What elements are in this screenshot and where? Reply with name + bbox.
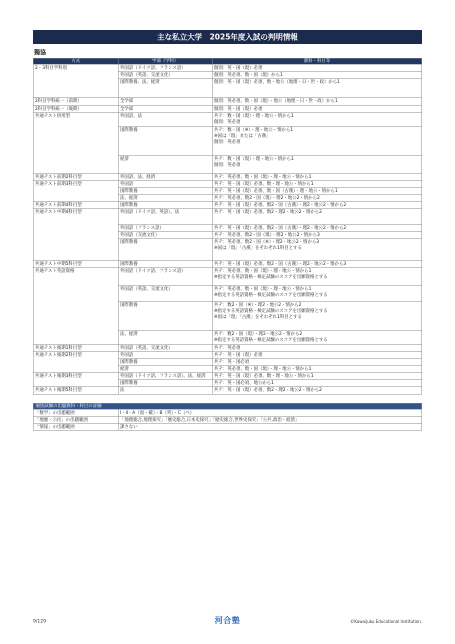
faculty-cell: 外国語（ドイツ語、フランス語） bbox=[119, 268, 213, 286]
subject-line: 共テ：英必須、数・国（現）・理・地公・情から1 bbox=[214, 286, 312, 292]
faculty-cell: 国際教養 bbox=[119, 127, 213, 156]
detail-value-cell: 課さない bbox=[119, 424, 423, 431]
faculty-cell: 外国語（ドイツ語、フランス語）、法、経済 bbox=[119, 373, 213, 380]
subject-line: ※指定する英語資格・検定試験のスコアを出願資格とする bbox=[214, 308, 328, 314]
detail-label-cell: 「情報」の出題範囲 bbox=[34, 424, 119, 431]
faculty-cell: 国際教養、法、経済 bbox=[119, 79, 213, 98]
detail-label-cell: 「地歴・公民」の出題範囲 bbox=[34, 417, 119, 424]
subject-line: 共テ：英必須、数2・国（現）・理2・地公2・情から3 bbox=[214, 232, 320, 238]
subjects-cell bbox=[213, 174, 423, 181]
subjects-cell bbox=[213, 345, 423, 352]
subjects-cell bbox=[213, 261, 423, 268]
subject-line: 個別：英・国（現）必須 bbox=[214, 106, 263, 112]
subjects-cell bbox=[213, 331, 423, 345]
faculty-cell: 経済 bbox=[119, 156, 213, 174]
faculty-cell: 外国語 bbox=[119, 352, 213, 359]
subjects-cell bbox=[213, 232, 423, 239]
university-name: 獨協 bbox=[34, 49, 47, 56]
faculty-cell: 外国語、法 bbox=[119, 113, 213, 127]
subject-line: ※国は「現」「古漢」をそれぞれ1科目とする bbox=[214, 245, 302, 251]
subjects-cell bbox=[213, 195, 423, 202]
subjects-cell bbox=[213, 72, 423, 79]
faculty-cell: 外国語（英語、交流文化） bbox=[119, 286, 213, 302]
method-cell: 共通テスト中期5科目型 bbox=[34, 261, 119, 268]
faculty-cell: 外国語、法、経済 bbox=[119, 174, 213, 181]
subject-line: 共テ：英必須、数・国（現）・理・地公・情から1 bbox=[214, 174, 312, 180]
faculty-cell: 法、経済 bbox=[119, 331, 213, 345]
faculty-cell: 外国語（ドイツ語、英語）、法 bbox=[119, 209, 213, 225]
subjects-cell bbox=[213, 366, 423, 373]
copyright-notice: ©Kawaijuku Educational Institution. bbox=[350, 619, 422, 624]
subject-line: 共テ：数・国（現）・理・地公・情から1 bbox=[214, 113, 294, 119]
subject-line: ※国は「現」または「古漢」 bbox=[214, 133, 271, 139]
subject-line: 共テ：英・国（現）必須、数2・国（古漢）・理2・地公2・情から2 bbox=[214, 225, 347, 231]
subjects-cell bbox=[213, 181, 423, 188]
method-cell: 共通テスト後期1科目型 bbox=[34, 345, 119, 352]
method-cell: 共通テスト併用型 bbox=[34, 113, 119, 174]
kawaijuku-logo: 河合塾 bbox=[214, 615, 241, 625]
detail-value-cell: Ⅰ・Ⅱ・A（図・確）・B（列）・C（ベ） bbox=[119, 410, 423, 417]
column-header-subjects: 教科・科目等 bbox=[213, 59, 423, 65]
column-header-method: 方式 bbox=[34, 59, 119, 65]
subject-line: 共テ：英必須、数2・国（現）・理2・地公2・情から2 bbox=[214, 195, 320, 201]
faculty-cell: 国際教養 bbox=[119, 359, 213, 366]
subjects-cell bbox=[213, 65, 423, 72]
method-cell: 共通テスト前期4科目型 bbox=[34, 202, 119, 209]
method-cell: 2科目学科統一（前期） bbox=[34, 98, 119, 106]
subject-line: 共テ：英必須、数・国（現）・理・地公・情から1 bbox=[214, 268, 312, 274]
detail-value-cell: 「地理総合,地理探究」「歴史総合,日本史探究」「歴史総合,世界史探究」「公共,政治・経済」 bbox=[119, 417, 423, 424]
faculty-cell: 外国語（英語、交流文化） bbox=[119, 345, 213, 352]
subjects-cell bbox=[213, 202, 423, 209]
subjects-cell bbox=[213, 352, 423, 359]
subject-line: 共テ：数・国（現）・理・地公・情から1 bbox=[214, 156, 294, 162]
faculty-cell: 法 bbox=[119, 387, 213, 395]
method-cell: 2科目学科統一（後期） bbox=[34, 106, 119, 113]
subject-line: 個別：英必須、数・国（現）・地公（地理・日・世・政）から1 bbox=[214, 98, 338, 104]
subject-line: 共テ：数・国（※）・理・地公・情から1 bbox=[214, 127, 294, 133]
subjects-cell bbox=[213, 225, 423, 232]
subject-line: ※国は「現」「古漢」をそれぞれ1科目とする bbox=[214, 314, 302, 320]
method-cell: 共通テスト後期5科目型 bbox=[34, 387, 119, 395]
subjects-cell bbox=[213, 156, 423, 174]
subjects-cell bbox=[213, 239, 423, 261]
faculty-cell: 外国語（ドイツ語、フランス語） bbox=[119, 65, 213, 72]
subject-line: 共テ：英・国（現）必須 bbox=[214, 352, 263, 358]
method-cell: 共通テスト後期3科目型 bbox=[34, 373, 119, 387]
page-number: 9/129 bbox=[33, 619, 46, 624]
subjects-cell bbox=[213, 127, 423, 156]
faculty-cell: 国際教養 bbox=[119, 302, 213, 331]
subject-line: ※指定する英語資格・検定試験のスコアを出願資格とする bbox=[214, 337, 328, 343]
subject-line: 共テ：英・国（現）必須、数・理・地公・情から1 bbox=[214, 181, 314, 187]
faculty-cell: 国際教養 bbox=[119, 239, 213, 261]
subjects-cell bbox=[213, 380, 423, 387]
subjects-cell bbox=[213, 359, 423, 366]
subject-line: 共テ：英・国（現）必須、数2・理2・地公2・情から2 bbox=[214, 387, 322, 393]
subject-line: 共テ：英・国必須 bbox=[214, 359, 250, 365]
subjects-cell bbox=[213, 113, 423, 127]
faculty-cell: 国際教養 bbox=[119, 202, 213, 209]
subjects-cell bbox=[213, 286, 423, 302]
subject-detail-table bbox=[33, 403, 422, 431]
subjects-cell bbox=[213, 373, 423, 380]
faculty-cell: 法、経済 bbox=[119, 195, 213, 202]
subject-line: 共テ：英・国（現）必須、数・国（古漢）・理・地公・情から1 bbox=[214, 188, 338, 194]
faculty-cell: 外国語 bbox=[119, 181, 213, 188]
subject-line: 共テ：英・国（現）必須、数・理・地公・情から1 bbox=[214, 373, 314, 379]
subject-line: 共テ：英・国必須、地公から1 bbox=[214, 380, 274, 386]
method-cell: 共通テスト前期2科目型 bbox=[34, 174, 119, 181]
faculty-cell: 国際教養 bbox=[119, 380, 213, 387]
faculty-cell: 全学部 bbox=[119, 98, 213, 106]
subject-line: 共テ：数2・国（※）・理2・地公2・情から2 bbox=[214, 302, 302, 308]
subject-line: 個別：英必須 bbox=[214, 139, 241, 145]
subject-line: 共テ：英必須、数・国（現）・理・地公・情から1 bbox=[214, 366, 312, 372]
faculty-cell: 外国語（フランス語） bbox=[119, 225, 213, 232]
faculty-cell: 経済 bbox=[119, 366, 213, 373]
column-header-faculty: 学部（学科） bbox=[119, 59, 213, 65]
subject-line: 共テ：英・国（現）必須、数2・国（古漢）・理2・地公2・情から3 bbox=[214, 261, 347, 267]
subjects-cell bbox=[213, 209, 423, 225]
subjects-cell bbox=[213, 302, 423, 331]
faculty-cell: 国際教養 bbox=[119, 188, 213, 195]
subjects-cell bbox=[213, 268, 423, 286]
exam-method-table bbox=[33, 58, 422, 395]
subject-line: 共テ：英・国（現）必須、数2・理2・地公2・情から2 bbox=[214, 209, 322, 215]
faculty-cell: 全学部 bbox=[119, 106, 213, 113]
subject-line: 個別：英・国（現）必須、数・地公（地理・日・世・政）から1 bbox=[214, 79, 340, 85]
faculty-cell: 外国語（英語、交流文化） bbox=[119, 72, 213, 79]
page-title: 主な私立大学 2025年度入試の判明情報 bbox=[33, 30, 422, 44]
subject-line: 共テ：英必須、数2・国（※）・理2・地公2・情から3 bbox=[214, 239, 320, 245]
method-cell: 2・3科目学科別 bbox=[34, 65, 119, 98]
subject-line: ※指定する英語資格・検定試験のスコアを出願資格とする bbox=[214, 274, 328, 280]
subjects-cell bbox=[213, 387, 423, 395]
subjects-cell bbox=[213, 98, 423, 106]
subject-line: 共テ：数2・国（現）・理2・地公2・情から2 bbox=[214, 331, 303, 337]
subject-line: 個別：英必須 bbox=[214, 162, 241, 168]
faculty-cell: 国際教養 bbox=[119, 261, 213, 268]
subject-line: ※指定する英語資格・検定試験のスコアを出願資格とする bbox=[214, 292, 328, 298]
subject-line: 共テ：英・国（現）必須、数2・国（古漢）・理2・地公2・情から2 bbox=[214, 202, 347, 208]
method-cell: 共通テスト中期4科目型 bbox=[34, 209, 119, 261]
method-cell: 共通テスト英語資格 bbox=[34, 268, 119, 345]
subjects-cell bbox=[213, 79, 423, 98]
subject-line: 共テ：英必須 bbox=[214, 345, 241, 351]
method-cell: 共通テスト後期2科目型 bbox=[34, 352, 119, 373]
method-cell: 共通テスト前期3科目型 bbox=[34, 181, 119, 202]
subject-line: 個別：英・国（現）必須 bbox=[214, 65, 263, 71]
detail-label-cell: 「数学」の出題範囲 bbox=[34, 410, 119, 417]
faculty-cell: 外国語（交流文化） bbox=[119, 232, 213, 239]
subjects-cell bbox=[213, 106, 423, 113]
subject-line: 個別：英必須 bbox=[214, 119, 241, 125]
subject-line: 個別：英必須、数・国（現）から1 bbox=[214, 72, 283, 78]
subjects-cell bbox=[213, 188, 423, 195]
detail-section-header: 個別試験の出題教科・科目の詳細 bbox=[34, 404, 423, 410]
